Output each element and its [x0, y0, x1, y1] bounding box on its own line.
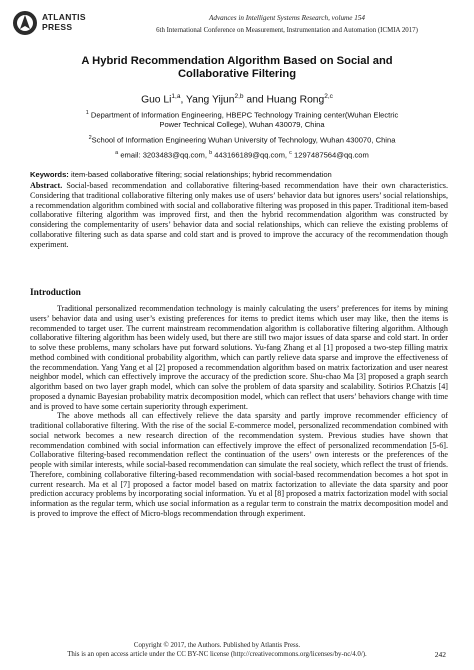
introduction-body	[30, 304, 448, 519]
abstract-label: Abstract.	[30, 181, 63, 190]
author-separator: ,	[180, 94, 186, 106]
affiliation-text: Department of Information Engineering, HBEPC Technology Training center(Wuhan Electric	[90, 110, 399, 120]
publisher-logo	[12, 8, 102, 42]
abstract-text: Social-based recommendation and collaborative filtering-based recommendation have their own characteristics. Considering that traditional collaborative filtering only makes use of users’ behavior data but ignores users’ social relationships, a recommendation algorithm combined with social and collaborative filtering was proposed in this paper. Traditional item-based collaborative filtering algorithm was improved first, and then the hybrid recommendation algorithm was constructed by considering the complementarity of users’ behavior data and social relationships, which can relieve the existing problems of collaborative filtering such as data sparse and cold start and is proved to improve the accuracy of the recommendation though experiment.	[30, 181, 448, 249]
atlantis-press-logo-icon	[12, 10, 38, 36]
affiliation-text: Power Technical College), Wuhan 430079, China	[159, 119, 325, 129]
email-text: 443166189@qq.com,	[214, 150, 290, 160]
publisher-name: ATLANTIS PRESS	[42, 12, 86, 32]
email-sup: b	[209, 150, 213, 156]
keywords-label: Keywords:	[30, 170, 69, 179]
author-name: Yang Yijun	[186, 94, 235, 106]
copyright-footer	[20, 642, 414, 659]
paper-title	[40, 55, 434, 81]
affiliation-text: School of Information Engineering Wuhan University of Technology, Wuhan 430070, China	[91, 135, 396, 145]
author-name: Guo Li	[141, 94, 172, 106]
page-number: 242	[434, 650, 446, 659]
email-sup: a	[115, 150, 119, 156]
license-line: This is an open access article under the CC BY-NC license (http://creativecommons.org/licenses/by-nc/4.0/).	[67, 650, 367, 658]
affiliation-2	[40, 134, 444, 145]
abstract	[30, 181, 448, 249]
author-emails	[40, 149, 444, 160]
affiliation-sup: 2	[88, 135, 92, 141]
author-sup: 1,a	[171, 93, 181, 100]
author-name: Huang Rong	[266, 94, 325, 106]
author-sup: 2,c	[324, 93, 333, 100]
title-line-1: A Hybrid Recommendation Algorithm Based on Social and	[81, 55, 393, 67]
copyright-line: Copyright © 2017, the Authors. Published by Atlantis Press.	[133, 642, 301, 649]
affiliation-sup: 1	[85, 110, 89, 116]
keywords-text: item-based collaborative filtering; social relationships; hybrid recommendation	[68, 170, 332, 179]
affiliation-1	[40, 109, 444, 129]
paragraph: The above methods all can effectively relieve the data sparsity and partly improve recommender efficiency of traditional collaborative filtering. With the rise of the social E-commerce model, personalized recommendation combined with social network becomes a new research direction of the recommendation system. Previous studies have shown that recommendation combined with social information can effectively improve the effect of personalized recommendation [5-6]. Collaborative filtering-based recommendation reflect the continuation of the users’ own interests or the preferences of the people with similar interests, while social-based recommendation can simulate the real society, which reflect the trust of friends. Therefore, combining collaborative filtering-based recommendation with social-based recommendation becomes a hot spot in current research. Ma et al [7] proposed a factor model based on matrix factorization to alleviate the data sparsity and poor prediction accuracy problems by incorporating social information. Yu et al [8] proposed a matrix factorization model with social information as the regular term, which use social information as a regular term to constrain the matrix decomposition model and is proved to improve the effect of Micro-blogs recommendation through experiment.	[30, 411, 448, 518]
email-text: email: 3203483@qq.com,	[120, 150, 210, 160]
author-sup: 2,b	[234, 93, 244, 100]
section-heading-introduction: Introduction	[30, 288, 81, 298]
author-separator: and	[243, 94, 267, 106]
journal-name: Advances in Intelligent Systems Research, volume 154	[208, 14, 365, 22]
paragraph: Traditional personalized recommendation technology is mainly calculating the users’ preferences for items by mining users’ behavior data and using user’s existing preferences for items to predict items which user may like, then the items is recommended to target user. The current mainstream recommendation algorithm is collaborative filtering algorithm. Although collaborative filtering algorithm has been widely used, but there are still two major issues of data sparse and cold start. In order to solve these problems, many scholars have put forward solutions. Yu-fang Zhang et al [1] proposed a two-step filling matrix method combined with conditional probability algorithm, which can partly relieve data sparse and improve the effectiveness of the recommendation. Yang Yang et al [2] proposed a recommendation algorithm based on matrix factorization and user nearest neighbor model, which can effectively improve the accuracy of the prediction score. Shu-chao Ma [3] proposed a graph search algorithm based on two layer graph model, which can solve the problem of data sparsity and scalability. Sotirios P.Chatzis [4] proposed a dynamic Bayesian probability matrix decomposition model, which can reflect that users’ behaviors change with time and is proved to have some certain superiority through experiment.	[30, 304, 448, 411]
keywords	[30, 170, 449, 179]
conference-name: 6th International Conference on Measurement, Instrumentation and Automation (ICMIA 2017)	[156, 27, 418, 34]
title-line-2: Collaborative Filtering	[177, 68, 297, 80]
email-text: 1297487564@qq.com	[294, 150, 369, 160]
author-list	[20, 91, 454, 106]
email-sup: c	[289, 150, 292, 156]
